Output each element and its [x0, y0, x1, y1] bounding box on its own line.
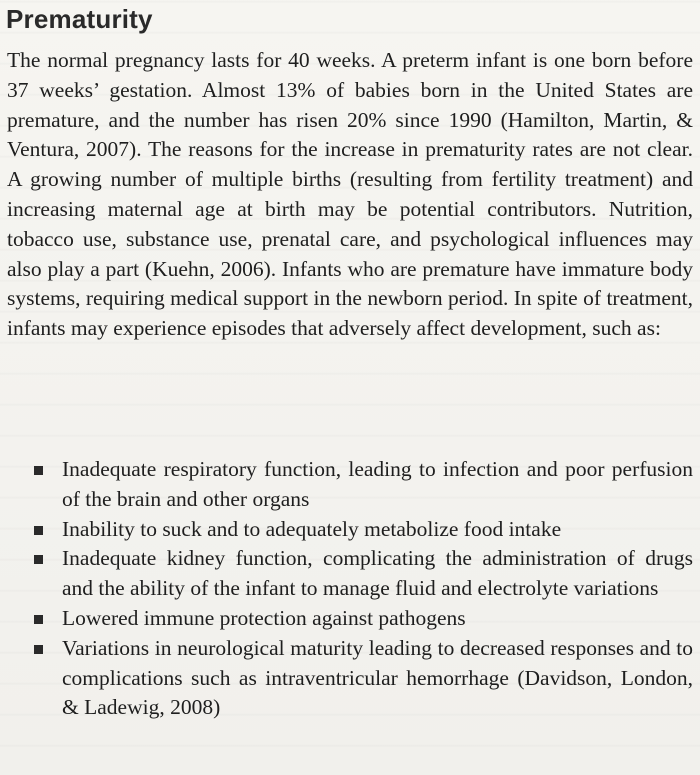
square-bullet-icon: [34, 645, 43, 654]
body-paragraph: The normal pregnancy lasts for 40 weeks. A preterm infant is one born before 37 weeks’ gestation. Almost 13% of babies born in the United States are premature, and the number has risen 20% since 1990 (Hamilton, Martin, & Ventura, 2007). The reasons for the increase in prematurity rates are not clear. A growing number of multiple births (resulting from fertility treatment) and increasing maternal age at birth may be potential contributors. Nutrition, tobacco use, substance use, prenatal care, and psychological influences may also play a part (Kuehn, 2006). Infants who are premature have immature body systems, requiring medical support in the newborn period. In spite of treatment, infants may experience episodes that adversely affect development, such as:: [7, 48, 693, 341]
square-bullet-icon: [34, 526, 43, 535]
list-item: [7, 455, 693, 515]
bullet-list: [7, 455, 693, 723]
list-item: [7, 604, 693, 634]
list-item: [7, 515, 693, 545]
square-bullet-icon: [34, 615, 43, 624]
square-bullet-icon: [34, 555, 43, 564]
list-item: [7, 544, 693, 604]
section-title: Prematurity: [6, 4, 153, 34]
list-item-text: Inability to suck and to adequately metabolize food intake: [62, 516, 562, 541]
list-item-text: Inadequate kidney function, complicating the administration of drugs and the ability of the infant to manage fluid and electrolyte variations: [62, 546, 693, 601]
list-item-text: Inadequate respiratory function, leading to infection and poor perfusion of the brain and other organs: [62, 457, 693, 511]
list-item-text: Lowered immune protection against pathogens: [62, 605, 466, 630]
list-item: [7, 634, 693, 723]
square-bullet-icon: [34, 466, 43, 475]
list-item-text: Variations in neurological maturity leading to decreased responses and to complications such as intraventricular hemorrhage (Davidson, London, & Ladewig, 2008): [62, 635, 693, 720]
